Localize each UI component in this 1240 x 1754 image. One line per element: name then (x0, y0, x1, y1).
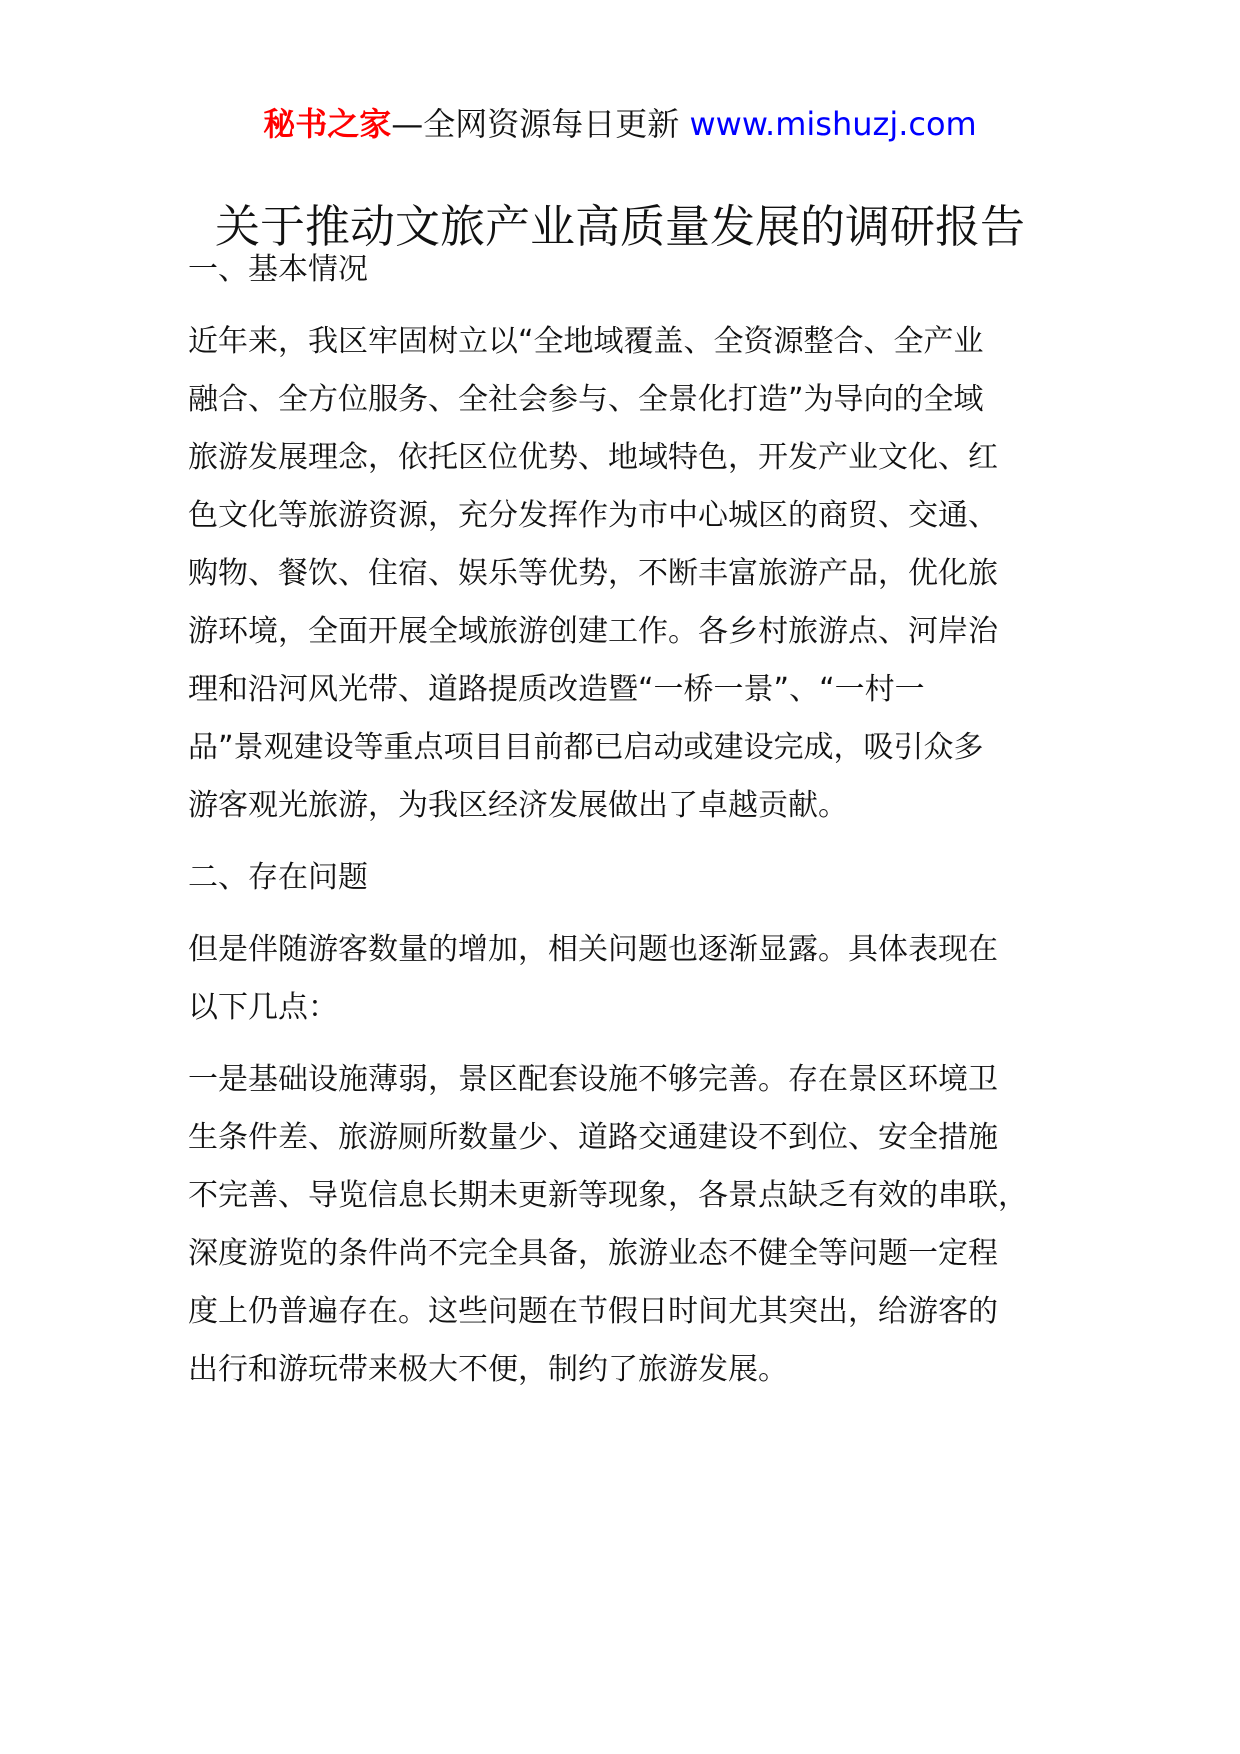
paragraph-line: 游客观光旅游，为我区经济发展做出了卓越贡献。 (188, 788, 848, 823)
paragraph-line: 度上仍普遍存在。这些问题在节假日时间尤其突出，给游客的 (188, 1294, 998, 1329)
section-heading-problems: 二、存在问题 (188, 860, 368, 895)
paragraph-line: 出行和游玩带来极大不便，制约了旅游发展。 (188, 1352, 788, 1387)
paragraph-line: 一是基础设施薄弱，景区配套设施不够完善。存在景区环境卫 (188, 1062, 998, 1097)
site-url-link[interactable]: www.mishuzj.com (689, 105, 977, 143)
paragraph-line: 近年来，我区牢固树立以“全地域覆盖、全资源整合、全产业 (188, 324, 984, 359)
paragraph-line: 理和沿河风光带、道路提质改造暨“一桥一景”、“一村一 (188, 672, 925, 707)
paragraph-line: 生条件差、旅游厕所数量少、道路交通建设不到位、安全措施 (188, 1120, 998, 1155)
document-title: 关于推动文旅产业高质量发展的调研报告 (214, 200, 1025, 253)
site-brand: 秘书之家 (263, 105, 392, 143)
site-header (0, 98, 1240, 150)
paragraph-line: 深度游览的条件尚不完全具备，旅游业态不健全等问题一定程 (188, 1236, 998, 1271)
section-heading-basic: 一、基本情况 (188, 252, 368, 287)
site-tagline: —全网资源每日更新 (391, 105, 690, 143)
paragraph-line: 游环境，全面开展全域旅游创建工作。各乡村旅游点、河岸治 (188, 614, 998, 649)
paragraph-line: 但是伴随游客数量的增加，相关问题也逐渐显露。具体表现在 (188, 932, 998, 967)
paragraph-line: 购物、餐饮、住宿、娱乐等优势，不断丰富旅游产品，优化旅 (188, 556, 998, 591)
paragraph-line: 不完善、导览信息长期未更新等现象，各景点缺乏有效的串联， (188, 1178, 1028, 1213)
paragraph-line: 融合、全方位服务、全社会参与、全景化打造”为导向的全域 (188, 382, 984, 417)
paragraph-line: 色文化等旅游资源，充分发挥作为市中心城区的商贸、交通、 (188, 498, 998, 533)
paragraph-line: 以下几点： (188, 990, 338, 1025)
paragraph-line: 旅游发展理念，依托区位优势、地域特色，开发产业文化、红 (188, 440, 998, 475)
paragraph-line: 品”景观建设等重点项目目前都已启动或建设完成，吸引众多 (188, 730, 984, 765)
